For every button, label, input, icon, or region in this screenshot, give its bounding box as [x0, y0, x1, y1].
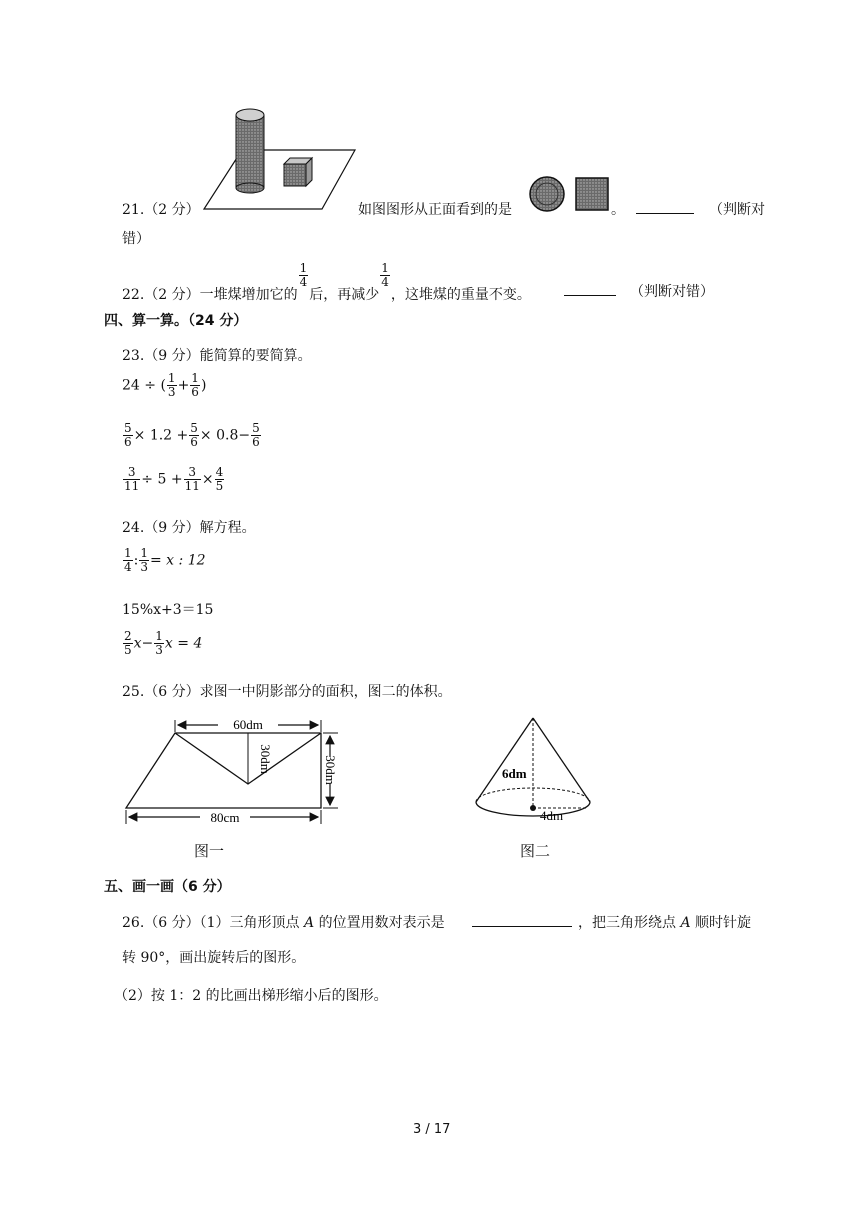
fig1-bottom-label: 80cm — [210, 810, 240, 825]
q21-option-circle-icon — [528, 175, 566, 213]
fraction: $\frac{5}{6}$ — [252, 421, 260, 449]
expr-text: + — [177, 377, 190, 394]
expr-text: 24 ÷ ( — [122, 377, 166, 394]
q26-number: 26. — [122, 915, 145, 931]
fig1-top-label: 60dm — [233, 717, 263, 732]
q22-line — [122, 258, 531, 303]
expr-text: × 1.2 + — [133, 427, 189, 444]
fraction: $\frac{5}{6}$ — [124, 421, 132, 449]
fig2-radius-label: 4dm — [540, 808, 564, 823]
q22-text-c: ，这堆煤的重量不变。 — [390, 286, 531, 303]
fig2-height-label: 6dm — [502, 766, 527, 781]
q21-text: 如图图形从正面看到的是 — [358, 202, 512, 218]
q24-number: 24. — [122, 520, 145, 536]
q24-equation-1 — [122, 547, 206, 574]
q25-number: 25. — [122, 684, 145, 700]
q24-line — [122, 517, 256, 537]
q24-equation-3 — [122, 630, 202, 657]
q23-text: 能简算的要简算。 — [199, 348, 312, 364]
q25-score: （6 分） — [144, 684, 200, 700]
q24-equation-2: 15%x+3＝15 — [122, 602, 214, 618]
q22-fraction-1: $\frac{1}{4}$ — [299, 261, 308, 289]
fraction: $\frac{1}{6}$ — [191, 371, 199, 399]
q21-line — [122, 199, 200, 219]
section-5-title: 五、画一画（6 分） — [104, 879, 231, 895]
q26-part1-e: 转 90°，画出旋转后的图形。 — [122, 950, 306, 966]
q21-end: 。 — [611, 202, 625, 218]
expr-text: = x : 12 — [150, 552, 206, 569]
q23-expression-3 — [122, 466, 225, 493]
figure-2-caption: 图二 — [520, 842, 551, 860]
fraction: $\frac{1}{4}$ — [124, 546, 132, 574]
q23-number: 23. — [122, 348, 145, 364]
fraction: $\frac{1}{3}$ — [167, 371, 176, 399]
expr-text: × — [201, 471, 214, 488]
q21-hint-continued: 错） — [122, 231, 150, 247]
q22-text-a: 一堆煤增加它的 — [199, 286, 298, 303]
fraction: $\frac{1}{3}$ — [140, 546, 148, 574]
expr-text: x = 4 — [164, 635, 203, 652]
q24-text: 解方程。 — [199, 520, 256, 536]
q22-hint: （判断对错） — [630, 284, 714, 300]
expr-text: x− — [133, 635, 154, 652]
page-number: 3 / 17 — [413, 1122, 451, 1137]
q25-line — [122, 681, 452, 701]
fig1-right-label: 30dm — [323, 755, 338, 785]
q21-hint: （判断对 — [709, 202, 765, 218]
q26-part1-b: 的位置用数对表示是 — [318, 915, 445, 931]
fraction: $\frac{3}{11}$ — [184, 465, 200, 493]
q23-score: （9 分） — [144, 348, 200, 364]
fraction: $\frac{5}{6}$ — [190, 421, 198, 449]
q21-number: 21. — [122, 202, 145, 218]
q26-score: （6 分） — [144, 915, 200, 931]
q21-option-square-icon — [574, 176, 610, 212]
q26-answer-blank[interactable] — [472, 912, 572, 927]
q26-part2: （2）按 1：2 的比画出梯形缩小后的图形。 — [114, 988, 388, 1004]
fraction: $\frac{3}{11}$ — [124, 465, 140, 493]
q22-number: 22. — [122, 286, 145, 303]
figure-1-caption: 图一 — [194, 842, 225, 860]
expr-text: : — [133, 552, 139, 569]
q24-score: （9 分） — [144, 520, 200, 536]
q23-expression-1 — [122, 372, 206, 399]
q26-part1-a: （1）三角形顶点 — [199, 915, 300, 931]
fraction: $\frac{4}{5}$ — [215, 465, 224, 493]
q22-text-b: 后，再减少 — [309, 286, 380, 303]
figure-1-trapezoid — [118, 712, 353, 830]
q23-expression-2 — [122, 422, 262, 449]
fig1-mid-label: 30dm — [258, 744, 273, 774]
q26-part1-d: 顺时针旋 — [695, 915, 752, 931]
expr-text: ) — [200, 377, 207, 394]
expr-text: × 0.8− — [199, 427, 251, 444]
q21-answer-blank[interactable] — [636, 199, 694, 214]
fraction: $\frac{2}{5}$ — [124, 629, 132, 657]
q22-fraction-2: $\frac{1}{4}$ — [381, 261, 389, 289]
fraction: $\frac{1}{3}$ — [155, 629, 163, 657]
q26-part1-c: ，把三角形绕点 — [578, 915, 676, 931]
expr-text: ÷ 5 + — [141, 471, 183, 488]
figure-2-cone — [468, 712, 598, 830]
q22-score: （2 分） — [144, 286, 200, 303]
q23-line — [122, 345, 312, 365]
q26-line-1 — [122, 912, 445, 932]
point-a-label-2: A — [680, 915, 691, 931]
q22-answer-blank[interactable] — [564, 281, 616, 296]
q26-line-1-end — [578, 912, 751, 932]
q21-score: （2 分） — [144, 202, 200, 218]
section-4-title: 四、算一算。（24 分） — [104, 313, 248, 329]
q25-text: 求图一中阴影部分的面积，图二的体积。 — [199, 684, 452, 700]
point-a-label: A — [304, 915, 315, 931]
q21-solid-figure — [200, 105, 360, 215]
